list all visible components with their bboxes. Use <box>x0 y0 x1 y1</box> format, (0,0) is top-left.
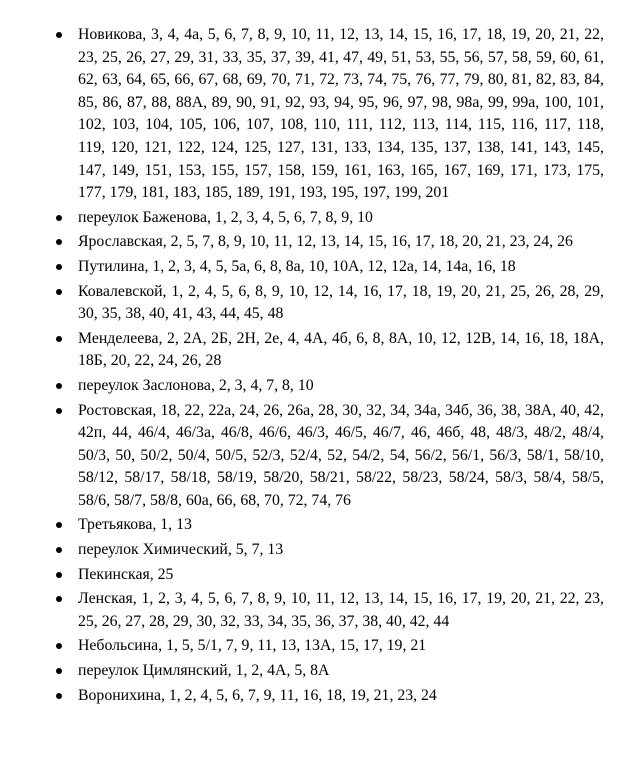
street-name: Менделеева <box>78 329 159 347</box>
bullet-icon <box>56 547 62 553</box>
street-name: Путилина <box>78 257 145 275</box>
bullet-icon <box>56 522 62 528</box>
list-item: переулок Баженова, 1, 2, 3, 4, 5, 6, 7, 8, 9, 10 <box>0 207 626 230</box>
house-numbers: 3, 4, 4а, 5, 6, 7, 8, 9, 10, 11, 12, 13, 14, 15, 16, 17, 18, 19, 20, 21, 22, 23, 25, 26, 27, 29, 31, 33, 35, 37, 39, 41, 47, 49, 51, 53, 55, 56, 57, 58, 59, 60, 61, 62, 63, 64, 65, 66, 67, 68, 69, 70, 71, 72, 73, 74, 75, 76, 77, 79, 80, 81, 82, 83, 84, 85, 86, 87, 88, 88А, 89, 90, 91, 92, 93, 94, 95, 96, 97, 98, 98а, 99, 99а, 100, 101, 102, 103, 104, 105, 106, 107, 108, 110, 111, 112, 113, 114, 115, 116, 117, 118, 119, 120, 121, 122, 124, 125, 127, 131, 133, 134, 135, 137, 138, 141, 143, 145, 147, 149, 151, 153, 155, 157, 158, 159, 161, 163, 165, 167, 169, 171, 173, 175, 177, 179, 181, 183, 185, 189, 191, 193, 195, 197, 199, 201 <box>78 26 605 202</box>
list-item: Ковалевской, 1, 2, 4, 5, 6, 8, 9, 10, 12, 14, 16, 17, 18, 19, 20, 21, 25, 26, 28, 29, 30, 35, 38, 40, 41, 43, 44, 45, 48 <box>0 281 626 326</box>
bullet-icon <box>56 408 62 414</box>
bullet-icon <box>56 264 62 270</box>
house-numbers: 5, 7, 13 <box>235 541 284 559</box>
house-numbers: 1, 13 <box>160 516 192 534</box>
house-numbers: 18, 22, 22а, 24, 26, 26а, 28, 30, 32, 34, 34а, 34б, 36, 38, 38А, 40, 42, 42п, 44, 46/4, 46/3а, 46/8, 46/6, 46/3, 46/5, 46/7, 46, 46б, 48, 48/3, 48/2, 48/4, 50/3, 50, 50/2, 50/4, 50/5, 52/3, 52/4, 52, 54/2, 54, 56/2, 56/1, 56/3, 58/1, 58/10, 58/12, 58/17, 58/18, 58/19, 58/20, 58/21, 58/22, 58/23, 58/24, 58/3, 58/4, 58/5, 58/6, 58/7, 58/8, 60а, 66, 68, 70, 72, 74, 76 <box>78 401 604 509</box>
street-name: Пекинская <box>78 565 150 583</box>
list-item: Менделеева, 2, 2А, 2Б, 2Н, 2е, 4, 4А, 4б, 6, 8, 8А, 10, 12, 12В, 14, 16, 18, 18А, 18Б, 20, 22, 24, 26, 28 <box>0 328 626 373</box>
street-name: Ярославская <box>78 233 163 251</box>
street-name: переулок Химический <box>78 541 228 559</box>
street-name: переулок Заслонова <box>78 376 211 394</box>
street-name: Ковалевской <box>78 282 163 300</box>
bullet-icon <box>56 596 62 602</box>
bullet-icon <box>56 668 62 674</box>
street-name: переулок Баженова <box>78 208 208 226</box>
street-name: Ленская <box>78 590 133 608</box>
street-name: Третьякова <box>78 516 153 534</box>
list-item: Новикова, 3, 4, 4а, 5, 6, 7, 8, 9, 10, 11, 12, 13, 14, 15, 16, 17, 18, 19, 20, 21, 22, 23, 25, 26, 27, 29, 31, 33, 35, 37, 39, 41, 47, 49, 51, 53, 55, 56, 57, 58, 59, 60, 61, 62, 63, 64, 65, 66, 67, 68, 69, 70, 71, 72, 73, 74, 75, 76, 77, 79, 80, 81, 82, 83, 84, 85, 86, 87, 88, 88А, 89, 90, 91, 92, 93, 94, 95, 96, 97, 98, 98а, 99, 99а, 100, 101, 102, 103, 104, 105, 106, 107, 108, 110, 111, 112, 113, 114, 115, 116, 117, 118, 119, 120, 121, 122, 124, 125, 127, 131, 133, 134, 135, 137, 138, 141, 143, 145, 147, 149, 151, 153, 155, 157, 158, 159, 161, 163, 165, 167, 169, 171, 173, 175, 177, 179, 181, 183, 185, 189, 191, 193, 195, 197, 199, 201 <box>0 24 626 205</box>
street-list <box>0 24 626 709</box>
bullet-icon <box>56 383 62 389</box>
bullet-icon <box>56 336 62 342</box>
list-item: переулок Химический, 5, 7, 13 <box>0 539 626 562</box>
house-numbers: 2, 5, 7, 8, 9, 10, 11, 12, 13, 14, 15, 16, 17, 18, 20, 21, 23, 24, 26 <box>170 233 573 251</box>
house-numbers: 2, 2А, 2Б, 2Н, 2е, 4, 4А, 4б, 6, 8, 8А, 10, 12, 12В, 14, 16, 18, 18А, 18Б, 20, 22, 24, 26, 28 <box>78 329 604 370</box>
house-numbers: 25 <box>157 565 174 583</box>
house-numbers: 1, 2, 3, 4, 5, 5а, 6, 8, 8а, 10, 10А, 12, 12а, 14, 14а, 16, 18 <box>152 257 516 275</box>
list-item: Пекинская, 25 <box>0 564 626 587</box>
street-name: Новикова <box>78 26 143 43</box>
bullet-icon <box>56 289 62 295</box>
bullet-icon <box>56 32 62 38</box>
house-numbers: 1, 2, 4А, 5, 8А <box>235 662 330 680</box>
list-item: Третьякова, 1, 13 <box>0 514 626 537</box>
house-numbers: 1, 2, 4, 5, 6, 8, 9, 10, 12, 14, 16, 17, 18, 19, 20, 21, 25, 26, 28, 29, 30, 35, 38, 40, 41, 43, 44, 45, 48 <box>78 282 604 323</box>
bullet-icon <box>56 239 62 245</box>
house-numbers: 1, 2, 4, 5, 6, 7, 9, 11, 16, 18, 19, 21, 23, 24 <box>168 686 437 704</box>
bullet-icon <box>56 215 62 221</box>
list-item: Ленская, 1, 2, 3, 4, 5, 6, 7, 8, 9, 10, 11, 12, 13, 14, 15, 16, 17, 19, 20, 21, 22, 23, 25, 26, 27, 28, 29, 30, 32, 33, 34, 35, 36, 37, 38, 40, 42, 44 <box>0 588 626 633</box>
list-item: Путилина, 1, 2, 3, 4, 5, 5а, 6, 8, 8а, 10, 10А, 12, 12а, 14, 14а, 16, 18 <box>0 256 626 279</box>
bullet-icon <box>56 643 62 649</box>
street-name: Небольсина <box>78 637 159 655</box>
house-numbers: 1, 2, 3, 4, 5, 6, 7, 8, 9, 10, 11, 12, 13, 14, 15, 16, 17, 19, 20, 21, 22, 23, 25, 26, 27, 28, 29, 30, 32, 33, 34, 35, 36, 37, 38, 40, 42, 44 <box>78 590 604 630</box>
list-item: Ростовская, 18, 22, 22а, 24, 26, 26а, 28, 30, 32, 34, 34а, 34б, 36, 38, 38А, 40, 42, 42п, 44, 46/4, 46/3а, 46/8, 46/6, 46/3, 46/5, 46/7, 46, 46б, 48, 48/3, 48/2, 48/4, 50/3, 50, 50/2, 50/4, 50/5, 52/3, 52/4, 52, 54/2, 54, 56/2, 56/1, 56/3, 58/1, 58/10, 58/12, 58/17, 58/18, 58/19, 58/20, 58/21, 58/22, 58/23, 58/24, 58/3, 58/4, 58/5, 58/6, 58/7, 58/8, 60а, 66, 68, 70, 72, 74, 76 <box>0 400 626 513</box>
list-item: Небольсина, 1, 5, 5/1, 7, 9, 11, 13, 13А, 15, 17, 19, 21 <box>0 635 626 658</box>
house-numbers: 1, 2, 3, 4, 5, 6, 7, 8, 9, 10 <box>214 208 373 226</box>
list-item: переулок Цимлянский, 1, 2, 4А, 5, 8А <box>0 660 626 683</box>
list-item: Ярославская, 2, 5, 7, 8, 9, 10, 11, 12, 13, 14, 15, 16, 17, 18, 20, 21, 23, 24, 26 <box>0 231 626 254</box>
list-item: переулок Заслонова, 2, 3, 4, 7, 8, 10 <box>0 375 626 398</box>
list-item: Воронихина, 1, 2, 4, 5, 6, 7, 9, 11, 16, 18, 19, 21, 23, 24 <box>0 685 626 708</box>
house-numbers: 2, 3, 4, 7, 8, 10 <box>218 376 314 394</box>
bullet-icon <box>56 572 62 578</box>
street-name: переулок Цимлянский <box>78 662 228 680</box>
house-numbers: 1, 5, 5/1, 7, 9, 11, 13, 13А, 15, 17, 19, 21 <box>166 637 427 655</box>
street-name: Воронихина <box>78 686 161 704</box>
street-name: Ростовская <box>78 401 153 419</box>
bullet-icon <box>56 693 62 699</box>
